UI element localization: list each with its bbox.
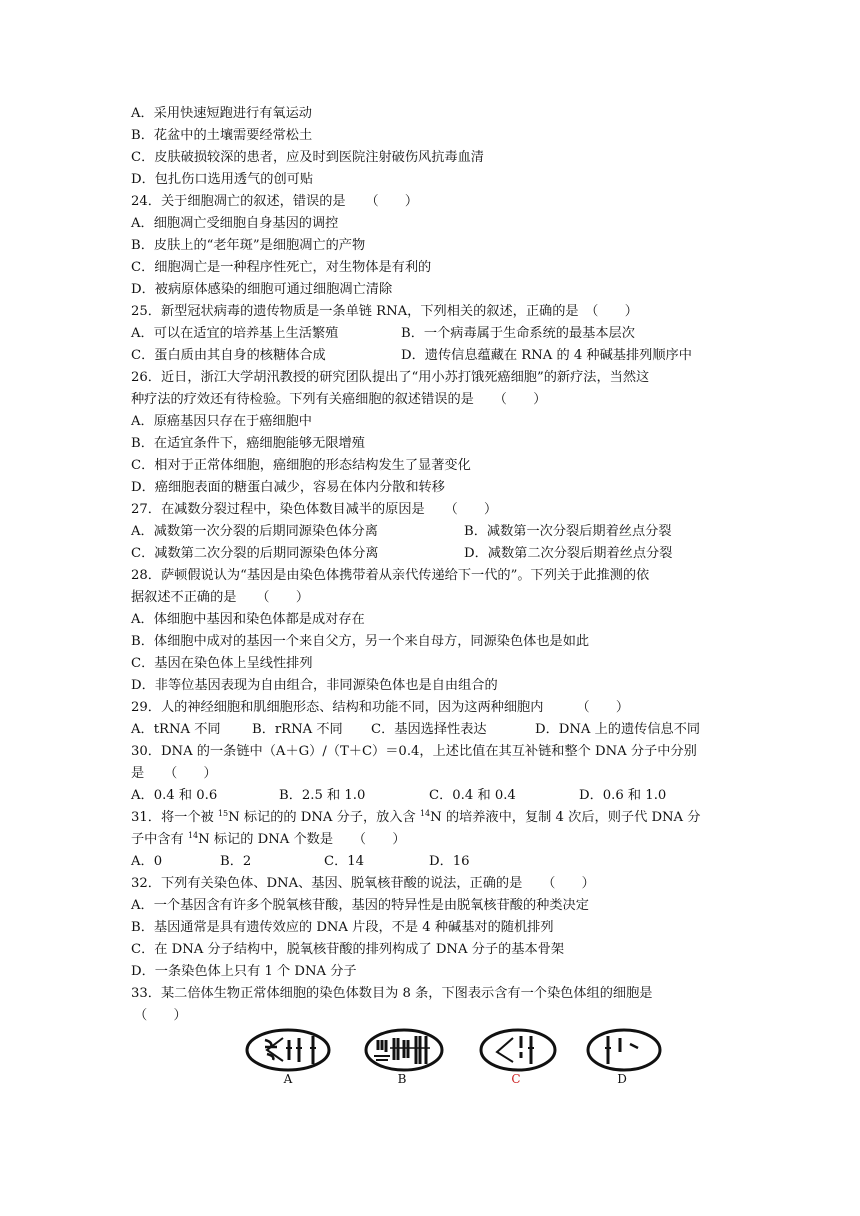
q33-cell-figures <box>0 1028 860 1098</box>
q32-stem: 32．下列有关染色体、DNA、基因、脱氧核苷酸的说法，正确的是 （ ） <box>131 876 595 891</box>
q23-option-b: B．花盆中的土壤需要经常松土 <box>131 128 313 143</box>
q30-option-c: C．0.4 和 0.4 <box>429 788 516 803</box>
cell-figure-d <box>586 1028 662 1086</box>
q28-option-d: D．非等位基因表现为自由组合，非同源染色体也是自由组合的 <box>131 678 498 693</box>
q27-option-b: B．减数第一次分裂后期着丝点分裂 <box>464 524 672 539</box>
q32-option-d: D．一条染色体上只有 1 个 DNA 分子 <box>131 964 357 979</box>
cell-d-drawing <box>586 1028 662 1072</box>
q27-option-c: C．减数第二次分裂的后期同源染色体分离 <box>131 546 379 561</box>
q28-option-b: B．体细胞中成对的基因一个来自父方，另一个来自母方，同源染色体也是如此 <box>131 634 590 649</box>
q28-option-c: C．基因在染色体上呈线性排列 <box>131 656 313 671</box>
q30-option-b: B．2.5 和 1.0 <box>279 788 366 803</box>
cell-figure-c <box>479 1028 557 1086</box>
q32-option-a: A．一个基因含有许多个脱氧核苷酸，基因的特异性是由脱氧核苷酸的种类决定 <box>131 898 589 913</box>
cell-d-label: D <box>617 1072 627 1086</box>
q25-stem: 25．新型冠状病毒的遗传物质是一条单链 RNA，下列相关的叙述，正确的是 （ ） <box>131 304 638 319</box>
cell-b-drawing <box>364 1028 444 1072</box>
q26-stem-line1: 26．近日，浙江大学胡汛教授的研究团队提出了“用小苏打饿死癌细胞”的新疗法，当然这 <box>131 370 650 385</box>
q26-stem-line2: 种疗法的疗效还有待检验。下列有关癌细胞的叙述错误的是 （ ） <box>131 392 547 407</box>
q27-options-row2 <box>131 543 731 565</box>
q25-option-a: A．可以在适宜的培养基上生活繁殖 <box>131 326 339 341</box>
q25-options-row2 <box>131 345 731 367</box>
q31-stem-line2 <box>131 829 406 851</box>
q33-stem-line1: 33．某二倍体生物正常体细胞的染色体数目为 8 条，下图表示含有一个染色体组的细胞是 <box>131 986 653 1001</box>
q30-stem-line1: 30．DNA 的一条链中（A＋G）/（T＋C）＝0.4，上述比值在其互补链和整个 DNA 分子中分别 <box>131 744 697 759</box>
q29-option-b: B．rRNA 不同 <box>252 722 343 737</box>
q26-option-a: A．原癌基因只存在于癌细胞中 <box>131 414 312 429</box>
q28-option-a: A．体细胞中基因和染色体都是成对存在 <box>131 612 365 627</box>
q27-option-a: A．减数第一次分裂的后期同源染色体分离 <box>131 524 378 539</box>
q24-stem: 24．关于细胞凋亡的叙述，错误的是 （ ） <box>131 194 419 209</box>
q28-stem-line1: 28．萨顿假说认为“基因是由染色体携带着从亲代传递给下一代的”。下列关于此推测的依 <box>131 568 650 583</box>
cell-a-label: A <box>283 1072 293 1086</box>
q27-option-d: D．减数第二次分裂后期着丝点分裂 <box>464 546 673 561</box>
cell-c-label: C <box>511 1072 521 1086</box>
q30-options-row <box>131 785 731 807</box>
q24-option-d: D．被病原体感染的细胞可通过细胞凋亡清除 <box>131 282 393 297</box>
q31-stem-line1 <box>131 807 700 829</box>
q23-option-c: C．皮肤破损较深的患者，应及时到医院注射破伤风抗毒血清 <box>131 150 484 165</box>
q29-option-d: D．DNA 上的遗传信息不同 <box>535 722 701 737</box>
q29-option-a: A．tRNA 不同 <box>131 722 221 737</box>
q23-option-d: D．包扎伤口选用透气的创可贴 <box>131 172 314 187</box>
q25-option-c: C．蛋白质由其自身的核糖体合成 <box>131 348 326 363</box>
q31-text-part: N 标记的的 DNA 分子，放入含 <box>228 810 420 825</box>
q31-superscript-14: 14 <box>187 831 199 840</box>
q31-text-part: N 标记的 DNA 个数是 （ ） <box>198 832 406 847</box>
q25-options-row1 <box>131 323 731 345</box>
q31-superscript-15: 15 <box>217 809 229 818</box>
q24-option-a: A．细胞凋亡受细胞自身基因的调控 <box>131 216 339 231</box>
q25-option-d: D．遗传信息蕴藏在 RNA 的 4 种碱基排列顺序中 <box>401 348 692 363</box>
q26-option-b: B．在适宜条件下，癌细胞能够无限增殖 <box>131 436 365 451</box>
cell-b-label: B <box>397 1072 407 1086</box>
q26-option-c: C．相对于正常体细胞，癌细胞的形态结构发生了显著变化 <box>131 458 471 473</box>
q27-stem: 27．在减数分裂过程中，染色体数目减半的原因是 （ ） <box>131 502 498 517</box>
cell-a-drawing <box>245 1028 331 1072</box>
q26-option-d: D．癌细胞表面的糖蛋白减少，容易在体内分散和转移 <box>131 480 445 495</box>
q31-text-part: 31．将一个被 <box>131 810 218 825</box>
q24-option-b: B．皮肤上的“老年斑”是细胞凋亡的产物 <box>131 238 366 253</box>
q31-options-row <box>131 851 731 873</box>
q31-option-a: A．0 <box>131 854 163 869</box>
q29-stem: 29．人的神经细胞和肌细胞形态、结构和功能不同，因为这两种细胞内 （ ） <box>131 700 630 715</box>
q30-option-a: A．0.4 和 0.6 <box>131 788 218 803</box>
q32-option-c: C．在 DNA 分子结构中，脱氧核苷酸的排列构成了 DNA 分子的基本骨架 <box>131 942 565 957</box>
q28-stem-line2: 据叙述不正确的是 （ ） <box>131 590 310 605</box>
q31-option-c: C．14 <box>324 854 365 869</box>
q31-option-d: D．16 <box>429 854 470 869</box>
q32-option-b: B．基因通常是具有遗传效应的 DNA 片段，不是 4 种碱基对的随机排列 <box>131 920 554 935</box>
q31-text-part: N 的培养液中，复制 4 次后，则子代 DNA 分 <box>430 810 701 825</box>
q24-option-c: C．细胞凋亡是一种程序性死亡，对生物体是有利的 <box>131 260 432 275</box>
q33-stem-line2: （ ） <box>134 1008 187 1023</box>
q23-option-a: A．采用快速短跑进行有氧运动 <box>131 106 312 121</box>
q30-option-d: D．0.6 和 1.0 <box>579 788 667 803</box>
q30-stem-line2: 是 （ ） <box>131 766 217 781</box>
q29-options-row <box>131 719 731 741</box>
cell-figure-a <box>245 1028 331 1086</box>
q27-options-row1 <box>131 521 731 543</box>
cell-c-drawing <box>479 1028 557 1072</box>
q31-option-b: B．2 <box>220 854 252 869</box>
cell-figure-b <box>364 1028 444 1086</box>
q29-option-c: C．基因选择性表达 <box>371 722 487 737</box>
q25-option-b: B．一个病毒属于生命系统的最基本层次 <box>401 326 635 341</box>
q31-superscript-14: 14 <box>419 809 431 818</box>
q31-text-part: 子中含有 <box>131 832 188 847</box>
